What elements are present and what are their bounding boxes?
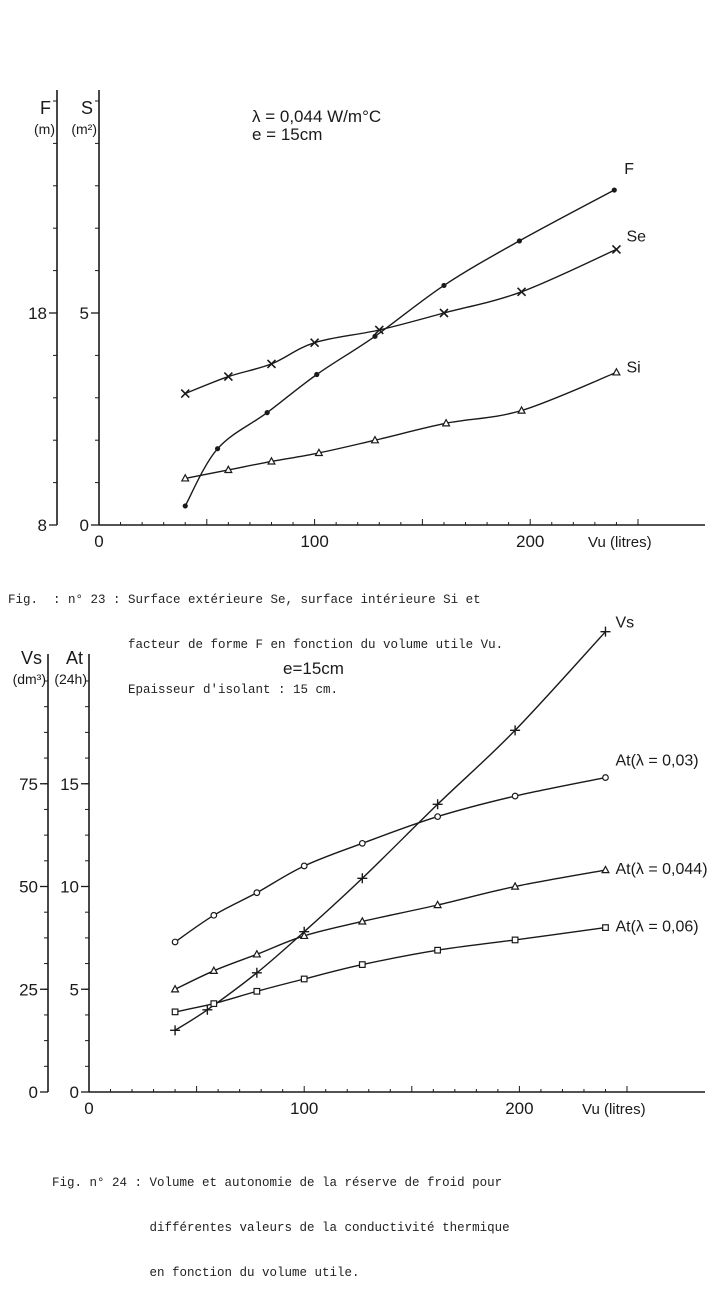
data-point-fig24-2 [359, 918, 366, 924]
data-point-fig23-1 [181, 390, 189, 398]
data-point-fig23-0 [441, 283, 446, 288]
series-line-fig23-1 [185, 249, 616, 393]
caption-fig24-line1: Fig. n° 24 : Volume et autonomie de la réserve de froid pour [52, 1176, 503, 1190]
caption-fig24-line3: en fonction du volume utile. [52, 1266, 360, 1280]
data-point-fig23-1 [440, 309, 448, 317]
data-point-fig23-2 [268, 458, 275, 464]
chart-fig23 [28, 90, 705, 551]
y-tick-label-fig24-0: 0 [28, 1083, 38, 1102]
data-point-fig24-3 [172, 1009, 178, 1015]
data-point-fig24-3 [512, 937, 518, 943]
y-axis-unit-fig24-1: (24h) [54, 671, 87, 687]
series-line-fig23-0 [185, 190, 614, 506]
y-axis-unit-fig23-1: (m²) [71, 121, 97, 137]
series-line-fig24-3 [175, 928, 605, 1012]
x-tick-label-fig23: 200 [516, 532, 545, 551]
x-tick-label-fig24: 100 [290, 1099, 319, 1118]
y-tick-label-fig24-0: 25 [19, 980, 38, 1000]
series-label-fig23-1: Se [626, 228, 647, 246]
series-label-fig24-1: At(λ = 0,03) [615, 752, 699, 770]
caption-fig23-line1: Fig. : n° 23 : Surface extérieure Se, surface intérieure Si et [8, 593, 481, 607]
series-label-fig23-2: Si [626, 359, 641, 377]
data-point-fig24-2 [172, 986, 179, 992]
data-point-fig24-1 [512, 793, 518, 799]
x-tick-label-fig23: 100 [300, 532, 329, 551]
y-tick-label-fig23-1: 5 [79, 304, 89, 323]
data-point-fig24-3 [301, 976, 307, 982]
series-line-fig23-2 [185, 372, 616, 478]
caption-fig24-line2: différentes valeurs de la conductivité thermique [52, 1221, 510, 1235]
data-point-fig24-3 [254, 989, 260, 995]
y-tick-label-fig24-1: 5 [69, 980, 79, 1000]
x-axis-label-fig24: Vu (litres) [582, 1101, 646, 1118]
data-point-fig23-1 [224, 373, 232, 381]
y-tick-label-fig23-0: 18 [28, 304, 47, 323]
data-point-fig23-2 [182, 475, 189, 481]
x-tick-label-fig23: 0 [94, 532, 104, 551]
series-label-fig24-3: At(λ = 0,06) [615, 918, 699, 936]
data-point-fig23-1 [612, 245, 620, 253]
data-point-fig24-2 [602, 866, 609, 872]
data-point-fig24-1 [254, 890, 260, 896]
y-axis-title-fig24-0: Vs [20, 648, 42, 668]
y-tick-label-fig23-0: 8 [37, 516, 47, 535]
x-tick-label-fig24: 200 [505, 1099, 534, 1118]
annotation-fig24-0: e=15cm [283, 659, 344, 678]
data-point-fig23-0 [612, 187, 617, 192]
series-label-fig24-2: At(λ = 0,044) [615, 861, 708, 879]
data-point-fig23-0 [314, 372, 319, 377]
data-point-fig24-1 [360, 841, 366, 847]
y-axis-unit-fig24-0: (dm³) [12, 671, 46, 687]
data-point-fig23-1 [518, 288, 526, 296]
y-axis-unit-fig23-0: (m) [34, 121, 55, 137]
data-point-fig23-2 [225, 466, 232, 472]
data-point-fig23-0 [517, 238, 522, 243]
caption-fig23-line2: facteur de forme F en fonction du volume utile Vu. [8, 638, 504, 652]
data-point-fig24-1 [435, 814, 441, 820]
data-point-fig23-0 [372, 334, 377, 339]
y-tick-label-fig24-1: 0 [69, 1083, 79, 1102]
series-label-fig23-0: F [624, 161, 635, 179]
data-point-fig24-1 [301, 863, 307, 869]
y-axis-title-fig24-1: At [65, 648, 83, 668]
series-label-fig24-0: Vs [615, 614, 635, 632]
y-tick-label-fig24-0: 50 [19, 877, 38, 897]
data-point-fig23-0 [183, 503, 188, 508]
y-axis-title-fig23-1: S [80, 98, 93, 118]
data-point-fig24-2 [253, 951, 260, 957]
annotation-fig23-1: e = 15cm [252, 125, 323, 144]
caption-fig23 [8, 563, 503, 713]
data-point-fig23-2 [613, 369, 620, 375]
x-tick-label-fig24: 0 [84, 1099, 94, 1118]
y-axis-title-fig23-0: F [40, 98, 51, 118]
data-point-fig23-2 [518, 407, 525, 413]
caption-fig24 [52, 1146, 510, 1296]
data-point-fig24-3 [211, 1001, 217, 1007]
data-point-fig24-1 [211, 912, 217, 918]
x-axis-label-fig23: Vu (litres) [588, 534, 652, 551]
series-line-fig24-2 [175, 870, 605, 989]
data-point-fig24-3 [603, 925, 609, 931]
y-tick-label-fig24-1: 15 [60, 774, 79, 794]
annotation-fig23-0: λ = 0,044 W/m°C [252, 107, 382, 126]
data-point-fig23-2 [372, 437, 379, 443]
data-point-fig24-1 [603, 775, 609, 781]
data-point-fig23-1 [267, 360, 275, 368]
data-point-fig24-0 [170, 1025, 180, 1035]
caption-fig23-line3: Epaisseur d'isolant : 15 cm. [8, 683, 339, 697]
data-point-fig24-3 [435, 947, 441, 953]
series-line-fig24-1 [175, 778, 605, 942]
y-tick-label-fig24-0: 75 [19, 774, 38, 794]
data-point-fig23-2 [316, 449, 323, 455]
y-tick-label-fig23-1: 0 [79, 516, 89, 535]
data-point-fig24-1 [172, 939, 178, 945]
data-point-fig24-3 [360, 962, 366, 968]
data-point-fig23-2 [443, 420, 450, 426]
data-point-fig23-0 [215, 446, 220, 451]
data-point-fig23-0 [265, 410, 270, 415]
data-point-fig23-1 [311, 339, 319, 347]
data-point-fig24-2 [512, 883, 519, 889]
data-point-fig24-2 [434, 901, 441, 907]
y-tick-label-fig24-1: 10 [60, 877, 79, 897]
data-point-fig24-2 [210, 967, 217, 973]
